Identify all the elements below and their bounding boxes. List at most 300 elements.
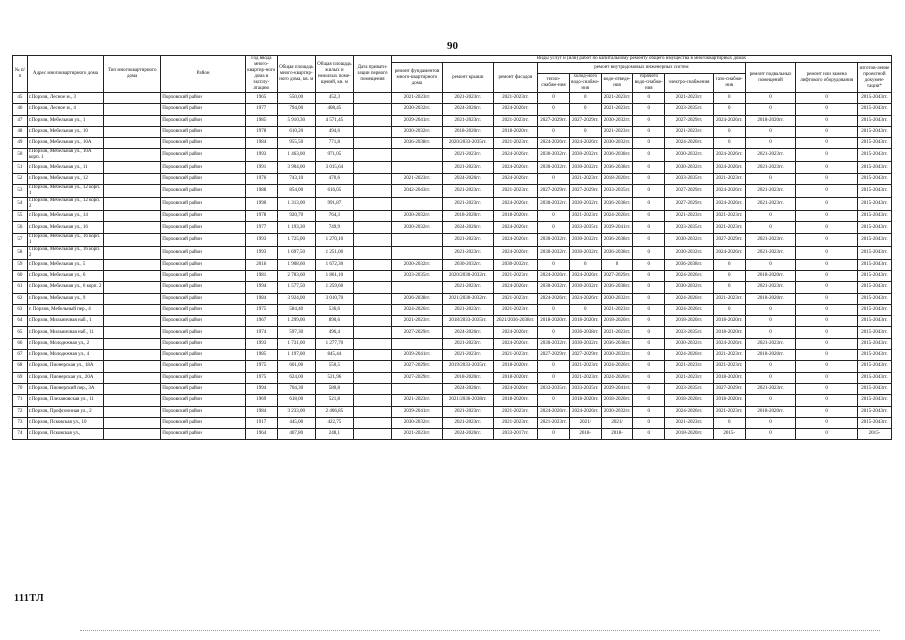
table-cell: [392, 162, 443, 173]
header-facade: ремонт фасадов: [493, 63, 537, 93]
table-cell: 2015-2043гг.: [857, 406, 891, 417]
table-cell: 2021-2023гг.: [745, 246, 796, 259]
table-cell: [104, 429, 161, 440]
table-cell: 2024-2026гг.: [442, 173, 493, 184]
table-cell: 445,00: [277, 417, 315, 428]
header-cold-water: холод-ного водо-снабже-ния: [571, 74, 600, 91]
table-cell: 2015-2043гг.: [857, 304, 891, 315]
table-cell: 2015-2043гг.: [857, 293, 891, 304]
table-cell: [353, 429, 391, 440]
table-cell: 0: [633, 211, 665, 222]
table-cell: 1977: [245, 104, 277, 115]
table-row: [13, 173, 892, 184]
table-cell: 2021-2023гг.: [442, 338, 493, 349]
table-cell: Порховский район: [161, 246, 246, 259]
table-cell: 521,8: [315, 395, 353, 406]
table-cell: 2024-2026гг.: [493, 246, 537, 259]
header-docs: изготов-ление проектной докумен-тации*: [857, 63, 891, 93]
table-cell: г.Порхов, Плехановская ул., 11: [27, 395, 103, 406]
table-cell: 521,96: [315, 372, 353, 383]
table-cell: 2036-2038гг.: [601, 246, 633, 259]
table-cell: 584,40: [277, 304, 315, 315]
table-cell: 0: [713, 282, 745, 293]
table-cell: [104, 222, 161, 233]
table-cell: 2030-2032гг.: [538, 246, 570, 259]
table-cell: 0: [796, 338, 857, 349]
table-cell: [353, 316, 391, 327]
table-cell: 2024-2026гг.: [713, 338, 745, 349]
table-cell: 1 197,00: [277, 350, 315, 361]
table-cell: 55: [13, 211, 28, 222]
table-cell: [104, 383, 161, 394]
table-cell: 0: [633, 270, 665, 281]
table-cell: 2033-2035гг.: [392, 270, 443, 281]
table-cell: 1 463,00: [277, 149, 315, 162]
table-cell: 2027-2029гг.: [538, 350, 570, 361]
table-cell: 2030-2032гг.: [665, 233, 714, 246]
table-cell: 2030-2032гг.: [601, 138, 633, 149]
table-cell: 74: [13, 429, 28, 440]
table-cell: 1917: [245, 417, 277, 428]
table-cell: 2021-2023гг.: [493, 185, 537, 198]
table-cell: 2030-2032гг.: [538, 162, 570, 173]
table-cell: 48: [13, 126, 28, 137]
table-cell: г. Порхов, Мебельный пер., 4: [27, 304, 103, 315]
table-cell: [104, 185, 161, 198]
table-cell: 2024-2026гг.: [493, 198, 537, 211]
table-cell: г.Порхов, Мебельная ул., 6 корп. 2: [27, 282, 103, 293]
table-cell: г.Порхов, Мебельная ул., 10А: [27, 138, 103, 149]
header-area-living: Общая площадь жилых и нежилых поме-щений, кв. м: [315, 56, 353, 93]
table-cell: 2015-2043гг.: [857, 198, 891, 211]
table-cell: [353, 327, 391, 338]
table-cell: 62: [13, 293, 28, 304]
table-row: [13, 246, 892, 259]
table-cell: 854,00: [277, 185, 315, 198]
table-cell: г.Порхов, Мебельная ул., 5: [27, 259, 103, 270]
table-cell: 0: [745, 104, 796, 115]
table-cell: Порховский район: [161, 222, 246, 233]
table-cell: 2015-2043гг.: [857, 361, 891, 372]
table-cell: 550,00: [277, 93, 315, 104]
table-cell: [353, 338, 391, 349]
table-cell: 2024-2026гг.: [713, 198, 745, 211]
table-cell: 2018-2020гг.: [745, 270, 796, 281]
table-cell: 618,00: [277, 395, 315, 406]
table-cell: 2015-2043гг.: [857, 246, 891, 259]
table-cell: 0: [633, 93, 665, 104]
table-cell: 2030-2032гг.: [569, 233, 601, 246]
table-cell: 845,44: [315, 350, 353, 361]
table-cell: 1 270,10: [315, 233, 353, 246]
table-cell: 2 406,85: [315, 406, 353, 417]
header-sewer: водо-отведе-ния: [601, 74, 633, 93]
table-cell: 0: [633, 316, 665, 327]
table-cell: 2027-2029гг.: [569, 115, 601, 126]
table-cell: 0: [713, 126, 745, 137]
table-cell: 1974: [245, 327, 277, 338]
table-cell: 2021/2036-2038гг.: [442, 395, 493, 406]
repair-schedule-table-container: [12, 55, 892, 440]
table-cell: 0: [538, 361, 570, 372]
table-row: [13, 282, 892, 293]
table-cell: [353, 395, 391, 406]
table-cell: 0: [633, 138, 665, 149]
table-cell: 2018-2020гг.: [713, 395, 745, 406]
table-cell: 2021-2023гг.: [493, 270, 537, 281]
table-cell: 0: [713, 138, 745, 149]
table-cell: 0: [633, 304, 665, 315]
table-cell: 0: [796, 361, 857, 372]
table-cell: [353, 246, 391, 259]
table-cell: 1984: [245, 406, 277, 417]
table-cell: 2024-2026гг.: [493, 233, 537, 246]
header-type: Тип многоквартирного дома: [104, 56, 161, 93]
table-cell: 0: [796, 104, 857, 115]
table-cell: 2033-2035гг.: [665, 222, 714, 233]
table-cell: [104, 259, 161, 270]
table-row: [13, 104, 892, 115]
table-cell: 1 725,00: [277, 233, 315, 246]
table-cell: 0: [569, 93, 601, 104]
header-works-group: Виды услуг и (или) работ по капитальному ремонту общего имущества в многоквартирных домах: [392, 56, 892, 63]
table-cell: 2015-2043гг.: [857, 350, 891, 361]
table-cell: Порховский район: [161, 293, 246, 304]
table-cell: 890,6: [315, 316, 353, 327]
table-cell: 0: [633, 429, 665, 440]
table-cell: 2015-2043гг.: [857, 395, 891, 406]
table-cell: 0: [538, 327, 570, 338]
table-row: [13, 316, 892, 327]
table-cell: 0: [796, 185, 857, 198]
table-cell: 794,00: [277, 104, 315, 115]
table-row: [13, 233, 892, 246]
table-cell: [353, 173, 391, 184]
table-cell: 0: [745, 316, 796, 327]
table-row: [13, 198, 892, 211]
table-cell: 1994: [245, 383, 277, 394]
header-district: Район: [161, 56, 246, 93]
table-cell: [104, 246, 161, 259]
table-cell: 2018-2020гг.: [713, 327, 745, 338]
table-cell: 0: [633, 327, 665, 338]
table-cell: 624,00: [277, 372, 315, 383]
table-cell: 2030-2032гг.: [665, 338, 714, 349]
table-cell: 0: [796, 417, 857, 428]
table-cell: [353, 350, 391, 361]
table-cell: 0: [713, 417, 745, 428]
table-cell: 1975: [245, 304, 277, 315]
table-cell: 422,75: [315, 417, 353, 428]
table-cell: г.Порхов, Пионерский пер., 3А: [27, 383, 103, 394]
table-cell: [353, 417, 391, 428]
table-cell: 2030-2032гг.: [665, 149, 714, 162]
header-engineering-group: ремонт внутридомовых инженерных систем: [538, 63, 746, 74]
table-cell: [353, 162, 391, 173]
table-cell: 0: [633, 173, 665, 184]
table-cell: 2036-2038гг.: [601, 162, 633, 173]
table-cell: Порховский район: [161, 149, 246, 162]
table-cell: 2018-2020гг.: [493, 126, 537, 137]
table-cell: Порховский район: [161, 282, 246, 293]
table-cell: 0: [633, 198, 665, 211]
table-cell: Порховский район: [161, 383, 246, 394]
table-cell: 0: [796, 383, 857, 394]
table-cell: 3 924,00: [277, 293, 315, 304]
table-cell: 1977: [245, 222, 277, 233]
table-cell: 771,8: [315, 138, 353, 149]
table-cell: 2024-2026гг.: [713, 162, 745, 173]
table-cell: 496,4: [315, 327, 353, 338]
table-cell: 0: [633, 417, 665, 428]
table-cell: [104, 162, 161, 173]
table-cell: 2015-2043гг.: [857, 93, 891, 104]
table-cell: 2024-2026гг.: [713, 185, 745, 198]
table-cell: 1978: [245, 211, 277, 222]
table-cell: Порховский район: [161, 93, 246, 104]
table-cell: 2024-2026гг.: [493, 383, 537, 394]
table-cell: 0: [796, 372, 857, 383]
table-cell: Порховский район: [161, 327, 246, 338]
table-cell: [104, 406, 161, 417]
table-cell: [353, 270, 391, 281]
table-cell: 661,00: [277, 361, 315, 372]
table-cell: 2021-2023гг.: [713, 211, 745, 222]
table-cell: 2033-2017гг.: [493, 429, 537, 440]
table-cell: 1991: [245, 162, 277, 173]
header-electric: электро-снабжения: [665, 74, 714, 93]
table-cell: 0: [633, 162, 665, 173]
table-cell: 0: [569, 304, 601, 315]
table-cell: 2024-2026гг.: [601, 372, 633, 383]
table-cell: 2021-2023гг.: [569, 211, 601, 222]
table-cell: 0: [633, 246, 665, 259]
table-cell: 1993: [245, 246, 277, 259]
table-cell: [104, 198, 161, 211]
table-cell: Порховский район: [161, 406, 246, 417]
table-cell: 1984: [245, 293, 277, 304]
table-cell: 1978: [245, 126, 277, 137]
table-row: [13, 222, 892, 233]
table-cell: 2024-2026гг.: [493, 104, 537, 115]
table-cell: 2036-2038гг.: [601, 338, 633, 349]
table-cell: 2024-2026гг.: [665, 350, 714, 361]
table-cell: 2039-2041гг.: [392, 350, 443, 361]
table-cell: [353, 406, 391, 417]
table-cell: 2021-2023гг.: [601, 126, 633, 137]
table-row: [13, 270, 892, 281]
table-cell: 0: [745, 417, 796, 428]
table-cell: г.Порхов, Мебельная ул., 12 корп. 2: [27, 198, 103, 211]
table-cell: 0: [796, 270, 857, 281]
table-cell: 0: [633, 259, 665, 270]
table-row: [13, 293, 892, 304]
table-cell: 2021-2023гг.: [745, 162, 796, 173]
table-cell: 2021-2023гг.: [665, 211, 714, 222]
table-cell: 2021-2023гг.: [665, 93, 714, 104]
table-cell: 0: [713, 93, 745, 104]
table-cell: Порховский район: [161, 316, 246, 327]
table-cell: 2015-2043гг.: [857, 173, 891, 184]
header-address: Адрес многоквартирного дома: [27, 56, 103, 93]
table-cell: 470,6: [315, 173, 353, 184]
table-cell: 2018-2020гг.: [493, 395, 537, 406]
header-roof: ремонт крыши: [442, 63, 493, 93]
table-cell: 2024-2026гг.: [442, 327, 493, 338]
table-cell: 57: [13, 233, 28, 246]
table-cell: 67: [13, 350, 28, 361]
table-cell: 2021-2023гг.: [493, 93, 537, 104]
table-cell: 2024-2026гг.: [665, 293, 714, 304]
table-cell: 2015-2043гг.: [857, 162, 891, 173]
table-cell: г.Порхов, Мебельная ул., 16: [27, 222, 103, 233]
table-cell: г.Порхов, Мильничная наб., 1: [27, 316, 103, 327]
table-cell: 2021-2023гг.: [442, 93, 493, 104]
table-cell: 2033-2035гг.: [569, 222, 601, 233]
table-cell: 2024-2026гг.: [442, 104, 493, 115]
table-cell: 0: [633, 222, 665, 233]
table-cell: 59: [13, 259, 28, 270]
table-cell: 2018-2020гг.: [665, 316, 714, 327]
table-cell: [353, 361, 391, 372]
header-year: Год ввода много-квартир-ного дома в эксплу-атацию: [247, 56, 276, 91]
table-cell: Порховский район: [161, 173, 246, 184]
table-cell: 2021-2023гг.: [442, 198, 493, 211]
table-cell: 1981: [245, 270, 277, 281]
table-cell: 0: [745, 173, 796, 184]
table-cell: 2027-2029гг.: [569, 185, 601, 198]
table-cell: 2024-2026гг.: [538, 270, 570, 281]
table-cell: 0: [745, 361, 796, 372]
table-cell: [104, 293, 161, 304]
table-cell: 0: [713, 104, 745, 115]
table-cell: 2024-2026гг.: [569, 406, 601, 417]
table-cell: [353, 115, 391, 126]
table-cell: 2015-2043гг.: [857, 417, 891, 428]
table-cell: 2027-2029гг.: [665, 115, 714, 126]
table-cell: 2021-2023гг.: [442, 417, 493, 428]
table-row: [13, 115, 892, 126]
table-cell: 2018-2020гг.: [745, 350, 796, 361]
table-cell: 73: [13, 417, 28, 428]
table-cell: г.Порхов, Псковская ул.,: [27, 429, 103, 440]
table-cell: [353, 104, 391, 115]
table-row: [13, 372, 892, 383]
table-cell: 60: [13, 270, 28, 281]
table-cell: 52: [13, 173, 28, 184]
table-cell: 2033-2035гг.: [601, 185, 633, 198]
table-cell: 1 299,00: [277, 316, 315, 327]
table-cell: 2030-2032гг.: [601, 115, 633, 126]
table-cell: 2015-2043гг.: [857, 282, 891, 293]
table-cell: 616,05: [315, 185, 353, 198]
table-cell: 2021-2023гг.: [569, 173, 601, 184]
table-cell: 0: [569, 126, 601, 137]
table-cell: 2021-2023гг.: [493, 417, 537, 428]
table-cell: 63: [13, 304, 28, 315]
table-cell: 47: [13, 115, 28, 126]
table-cell: 1993: [245, 338, 277, 349]
table-cell: 0: [796, 246, 857, 259]
table-cell: 0: [633, 372, 665, 383]
table-row: [13, 211, 892, 222]
table-cell: 2018-2020гг.: [665, 429, 714, 440]
table-cell: Порховский район: [161, 138, 246, 149]
table-cell: 0: [569, 104, 601, 115]
table-cell: 2021-2023гг.: [493, 138, 537, 149]
table-cell: 764,3: [315, 211, 353, 222]
table-cell: Порховский район: [161, 198, 246, 211]
table-cell: 2018-2020гг.: [745, 406, 796, 417]
table-cell: Порховский район: [161, 211, 246, 222]
table-cell: г.Порхов, Мебельная ул., 10А корп. 1: [27, 149, 103, 162]
table-cell: 2021-2023гг.: [493, 350, 537, 361]
table-cell: Порховский район: [161, 417, 246, 428]
table-cell: 0: [745, 304, 796, 315]
table-cell: 2021-2023гг.: [442, 185, 493, 198]
table-cell: 0: [745, 126, 796, 137]
table-cell: 2021-2023гг.: [601, 93, 633, 104]
table-cell: 2030-2032гг.: [601, 350, 633, 361]
table-cell: 2033-2035гг.: [665, 383, 714, 394]
table-cell: 64: [13, 316, 28, 327]
table-cell: 1 193,30: [277, 222, 315, 233]
table-cell: 0: [796, 350, 857, 361]
table-cell: 0: [796, 138, 857, 149]
table-cell: 2030-2032гг.: [569, 338, 601, 349]
table-cell: 2021-2023гг.: [745, 282, 796, 293]
table-cell: [392, 282, 443, 293]
table-cell: г.Порхов, Мебельная ул., 10: [27, 126, 103, 137]
table-cell: [353, 259, 391, 270]
table-cell: 53: [13, 185, 28, 198]
table-cell: г.Порхов, Мебельная ул., 11: [27, 162, 103, 173]
table-cell: 2024-2026гг.: [493, 327, 537, 338]
table-cell: 2033-2035гг.: [569, 383, 601, 394]
table-cell: 2021-2023гг.: [442, 162, 493, 173]
table-cell: 0: [796, 259, 857, 270]
table-cell: 2021-2023гг.: [493, 115, 537, 126]
table-cell: 68: [13, 361, 28, 372]
table-cell: 2015-2043гг.: [857, 115, 891, 126]
table-cell: г.Порхов, Мебельная ул., 6: [27, 270, 103, 281]
table-cell: Порховский район: [161, 115, 246, 126]
table-cell: 2030-2032гг.: [665, 282, 714, 293]
table-cell: 2033-2035гг.: [538, 383, 570, 394]
table-cell: г.Порхов, Лесное м., 3: [27, 93, 103, 104]
table-cell: 1984: [245, 138, 277, 149]
table-cell: 2030-2032гг.: [538, 233, 570, 246]
table-cell: 0: [745, 259, 796, 270]
table-cell: 0: [796, 282, 857, 293]
scan-artifact-line: [80, 630, 880, 632]
table-cell: 2021-2023гг.: [601, 327, 633, 338]
table-cell: 452,3: [315, 93, 353, 104]
table-cell: 0: [538, 259, 570, 270]
table-cell: 749,9: [315, 222, 353, 233]
table-cell: 2027-2029гг.: [713, 233, 745, 246]
document-stamp: 111ТЛ: [14, 593, 45, 604]
table-cell: 0: [796, 429, 857, 440]
table-cell: Порховский район: [161, 162, 246, 173]
table-cell: 2018-2020гг.: [442, 211, 493, 222]
table-cell: 2036-2038гг.: [392, 138, 443, 149]
table-cell: 2018-2020гг.: [745, 293, 796, 304]
table-cell: 2021-2023гг.: [745, 149, 796, 162]
table-cell: 2024-2026гг.: [713, 149, 745, 162]
table-cell: 1 259,60: [315, 282, 353, 293]
table-cell: 2027-2029гг.: [392, 327, 443, 338]
